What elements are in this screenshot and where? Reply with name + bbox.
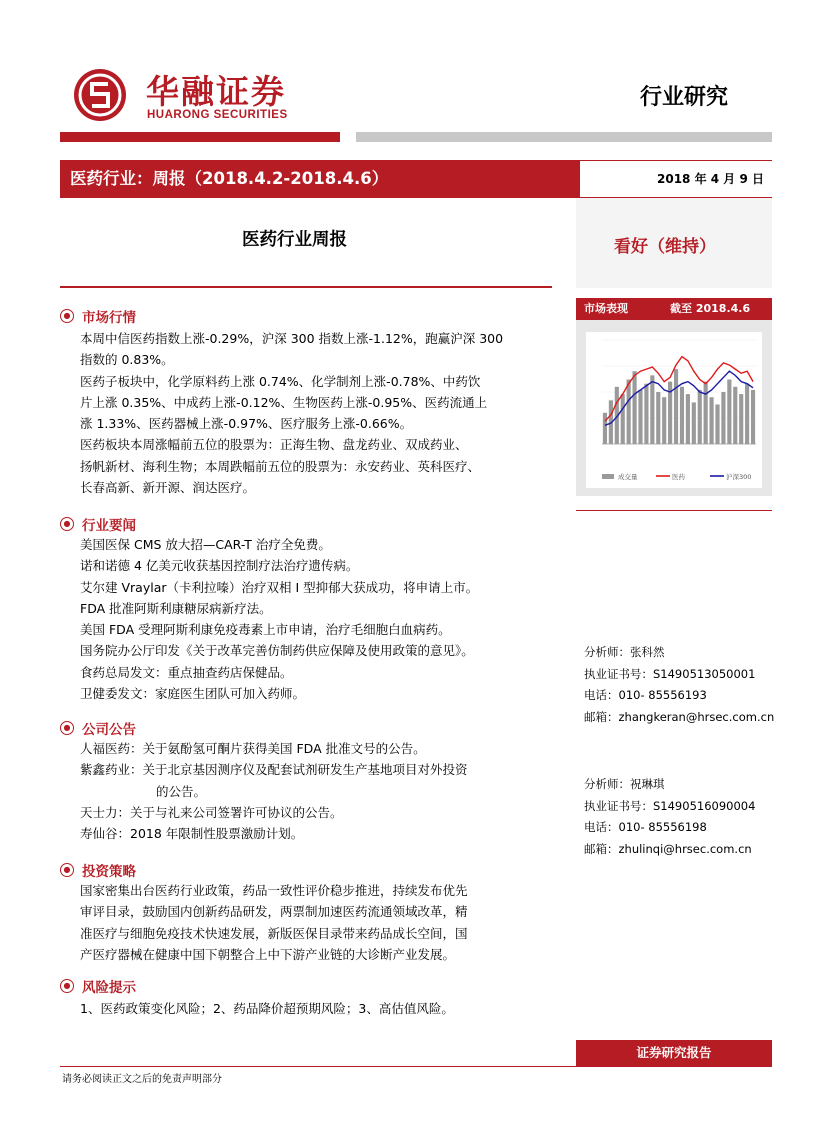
chart-bar xyxy=(680,387,684,444)
section-bullet-icon: ● xyxy=(60,863,74,877)
brand-name-en: HUARONG SECURITIES xyxy=(147,109,288,121)
chart-bar xyxy=(745,384,749,444)
chart-bar xyxy=(674,369,678,444)
section-heading-text: 市场行情 xyxy=(82,310,136,326)
section-heading-text: 公司公告 xyxy=(82,722,136,738)
text-line: 长春高新、新开源、润达医疗。 xyxy=(80,480,256,496)
text-line: 片上涨 0.35%、中成药上涨-0.12%、生物医药上涨-0.95%、医药流通上 xyxy=(80,394,488,410)
analyst-phone: 电话：010- 85556198 xyxy=(584,820,707,835)
chart-bar xyxy=(633,371,637,444)
chart-bar xyxy=(721,392,725,444)
page-title: 医药行业周报 xyxy=(242,230,347,250)
chart-bar xyxy=(733,387,737,444)
section-heading-announcements xyxy=(60,718,136,738)
list-item: 卫健委发文：家庭医生团队可加入药师。 xyxy=(80,686,306,702)
huarong-logo-icon xyxy=(72,67,128,123)
list-item: 国务院办公厅印发《关于改革完善仿制药供应保障及使用政策的意见》。 xyxy=(80,643,474,659)
report-category: 行业研究 xyxy=(640,84,729,110)
analyst-cert: 执业证书号：S1490513050001 xyxy=(584,666,756,681)
announcements-list xyxy=(80,738,552,844)
section-bullet-icon: ● xyxy=(60,979,74,993)
list-item: 美国 FDA 受理阿斯利康免疫毒素上市申请，治疗毛细胞白血病药。 xyxy=(80,622,451,638)
text-line: 医药板块本周涨幅前五位的股票为：正海生物、盘龙药业、双成药业、 xyxy=(80,437,468,453)
legend-swatch xyxy=(602,474,614,479)
report-date-text: 2018 年 4 月 9 日 xyxy=(657,172,764,186)
text-line: 审评目录，鼓励国内创新药品研发，两票制加速医药流通领域改革，精 xyxy=(80,904,468,920)
section-bullet-icon: ● xyxy=(60,517,74,531)
analyst-email[interactable]: 邮箱：zhangkeran@hrsec.com.cn xyxy=(584,709,775,724)
section-bullet-icon: ● xyxy=(60,309,74,323)
text-line: 扬帆新材、海利生物；本周跌幅前五位的股票为：永安药业、英科医疗、 xyxy=(80,458,481,474)
chart-bar xyxy=(698,390,702,444)
legend-label: 医药 xyxy=(672,473,685,481)
chart-bar xyxy=(704,382,708,444)
analyst-name: 分析师：祝琳琪 xyxy=(584,777,665,791)
section-bullet-icon: ● xyxy=(60,721,74,735)
list-item: 食药总局发文：重点抽查药店保健品。 xyxy=(80,664,293,680)
chart-bar xyxy=(710,397,714,444)
chart-bar xyxy=(727,380,731,444)
chart-bar xyxy=(638,390,642,444)
chart-bar xyxy=(621,394,625,444)
section-heading-text: 投资策略 xyxy=(82,864,136,880)
analyst-card-1 xyxy=(584,642,774,728)
news-list xyxy=(80,534,552,704)
chart-bar xyxy=(751,390,755,444)
chart-bar xyxy=(603,413,607,444)
list-item: 艾尔建 Vraylar（卡利拉嗪）治疗双相 I 型抑郁大获成功，将申请上市。 xyxy=(80,579,479,595)
analyst-phone: 电话：010- 85556193 xyxy=(584,688,707,703)
chart-bar xyxy=(739,394,743,444)
header-bar-red xyxy=(60,132,340,142)
as-of-date: 截至 2018.4.6 xyxy=(670,302,751,315)
section-heading-text: 行业要闻 xyxy=(82,518,136,534)
text-line: 医药子板块中，化学原料药上涨 0.74%、化学制剂上涨-0.78%、中药饮 xyxy=(80,373,481,389)
header-bar-gray xyxy=(356,132,772,142)
text-line: 1、医药政策变化风险；2、药品降价超预期风险；3、高估值风险。 xyxy=(80,1001,454,1016)
section-heading-risk xyxy=(60,976,136,996)
report-date xyxy=(580,160,772,198)
market-paragraph xyxy=(80,328,552,498)
list-item: 人福医药：关于氨酚氢可酮片获得美国 FDA 批准文号的公告。 xyxy=(80,741,426,756)
list-item: 紫鑫药业：关于北京基因测序仪及配套试剂研发生产基地项目对外投资 xyxy=(80,762,468,778)
list-item: 寿仙谷：2018 年限制性股票激励计划。 xyxy=(80,826,304,842)
list-item: 天士力：关于与礼来公司签署许可协议的公告。 xyxy=(80,804,343,820)
section-heading-market xyxy=(60,306,136,326)
section-heading-text: 风险提示 xyxy=(82,980,136,996)
chart-bar xyxy=(650,375,654,444)
market-chart xyxy=(576,320,772,496)
chart-bar xyxy=(662,397,666,444)
text-line: 本周中信医药指数上涨-0.29%，沪深 300 指数上涨-1.12%，跑赢沪深 300 xyxy=(80,331,504,346)
list-item: 美国医保 CMS 放大招—CAR-T 治疗全免费。 xyxy=(80,537,331,552)
analyst-name: 分析师：张科然 xyxy=(584,645,665,659)
section-heading-news xyxy=(60,514,136,534)
report-title-band: 医药行业：周报（2018.4.2-2018.4.6） xyxy=(60,160,580,198)
analyst-email[interactable]: 邮箱：zhulinqi@hrsec.com.cn xyxy=(584,841,752,856)
market-performance-header xyxy=(576,298,772,320)
disclaimer: 请务必阅读正文之后的免责声明部分 xyxy=(62,1074,222,1085)
market-chart-svg xyxy=(586,332,762,488)
text-line: 产医疗器械在健康中国下朝整合上中下游产业链的大诊断产业发展。 xyxy=(80,946,456,962)
analyst-card-2 xyxy=(584,774,755,860)
chart-bar xyxy=(656,392,660,444)
risk-paragraph xyxy=(80,998,552,1019)
list-item: FDA 批准阿斯利康糖尿病新疗法。 xyxy=(80,600,272,616)
legend-label: 沪深300 xyxy=(726,473,752,481)
chart-bar xyxy=(692,402,696,444)
market-performance-label: 市场表现 xyxy=(584,302,628,315)
chart-bar xyxy=(644,384,648,444)
chart-bar xyxy=(627,380,631,444)
footer-divider xyxy=(60,1066,772,1067)
section-heading-strategy xyxy=(60,860,136,880)
rating-label: 看好（维持） xyxy=(614,237,716,257)
divider xyxy=(60,286,552,288)
text-line: 国家密集出台医药行业政策，药品一致性评价稳步推进，持续发布优先 xyxy=(80,883,468,898)
sidebar-divider xyxy=(576,510,772,511)
legend-label: 成交量 xyxy=(618,473,638,481)
analyst-cert: 执业证书号：S1490516090004 xyxy=(584,798,756,813)
strategy-paragraph xyxy=(80,880,552,965)
text-line: 准医疗与细胞免疫技术快速发展，新版医保目录带来药品成长空间，国 xyxy=(80,925,468,941)
chart-bar xyxy=(715,404,719,444)
text-line: 指数的 0.83%。 xyxy=(80,352,174,368)
footer-label: 证券研究报告 xyxy=(576,1040,772,1066)
list-item: 诺和诺德 4 亿美元收获基因控制疗法治疗遗传病。 xyxy=(80,558,359,574)
chart-bar xyxy=(686,394,690,444)
list-item-continuation: 的公告。 xyxy=(156,783,207,799)
text-line: 涨 1.33%、医药器械上涨-0.97%、医疗服务上涨-0.66%。 xyxy=(80,416,413,432)
brand-name-cn: 华融证券 xyxy=(146,72,286,111)
